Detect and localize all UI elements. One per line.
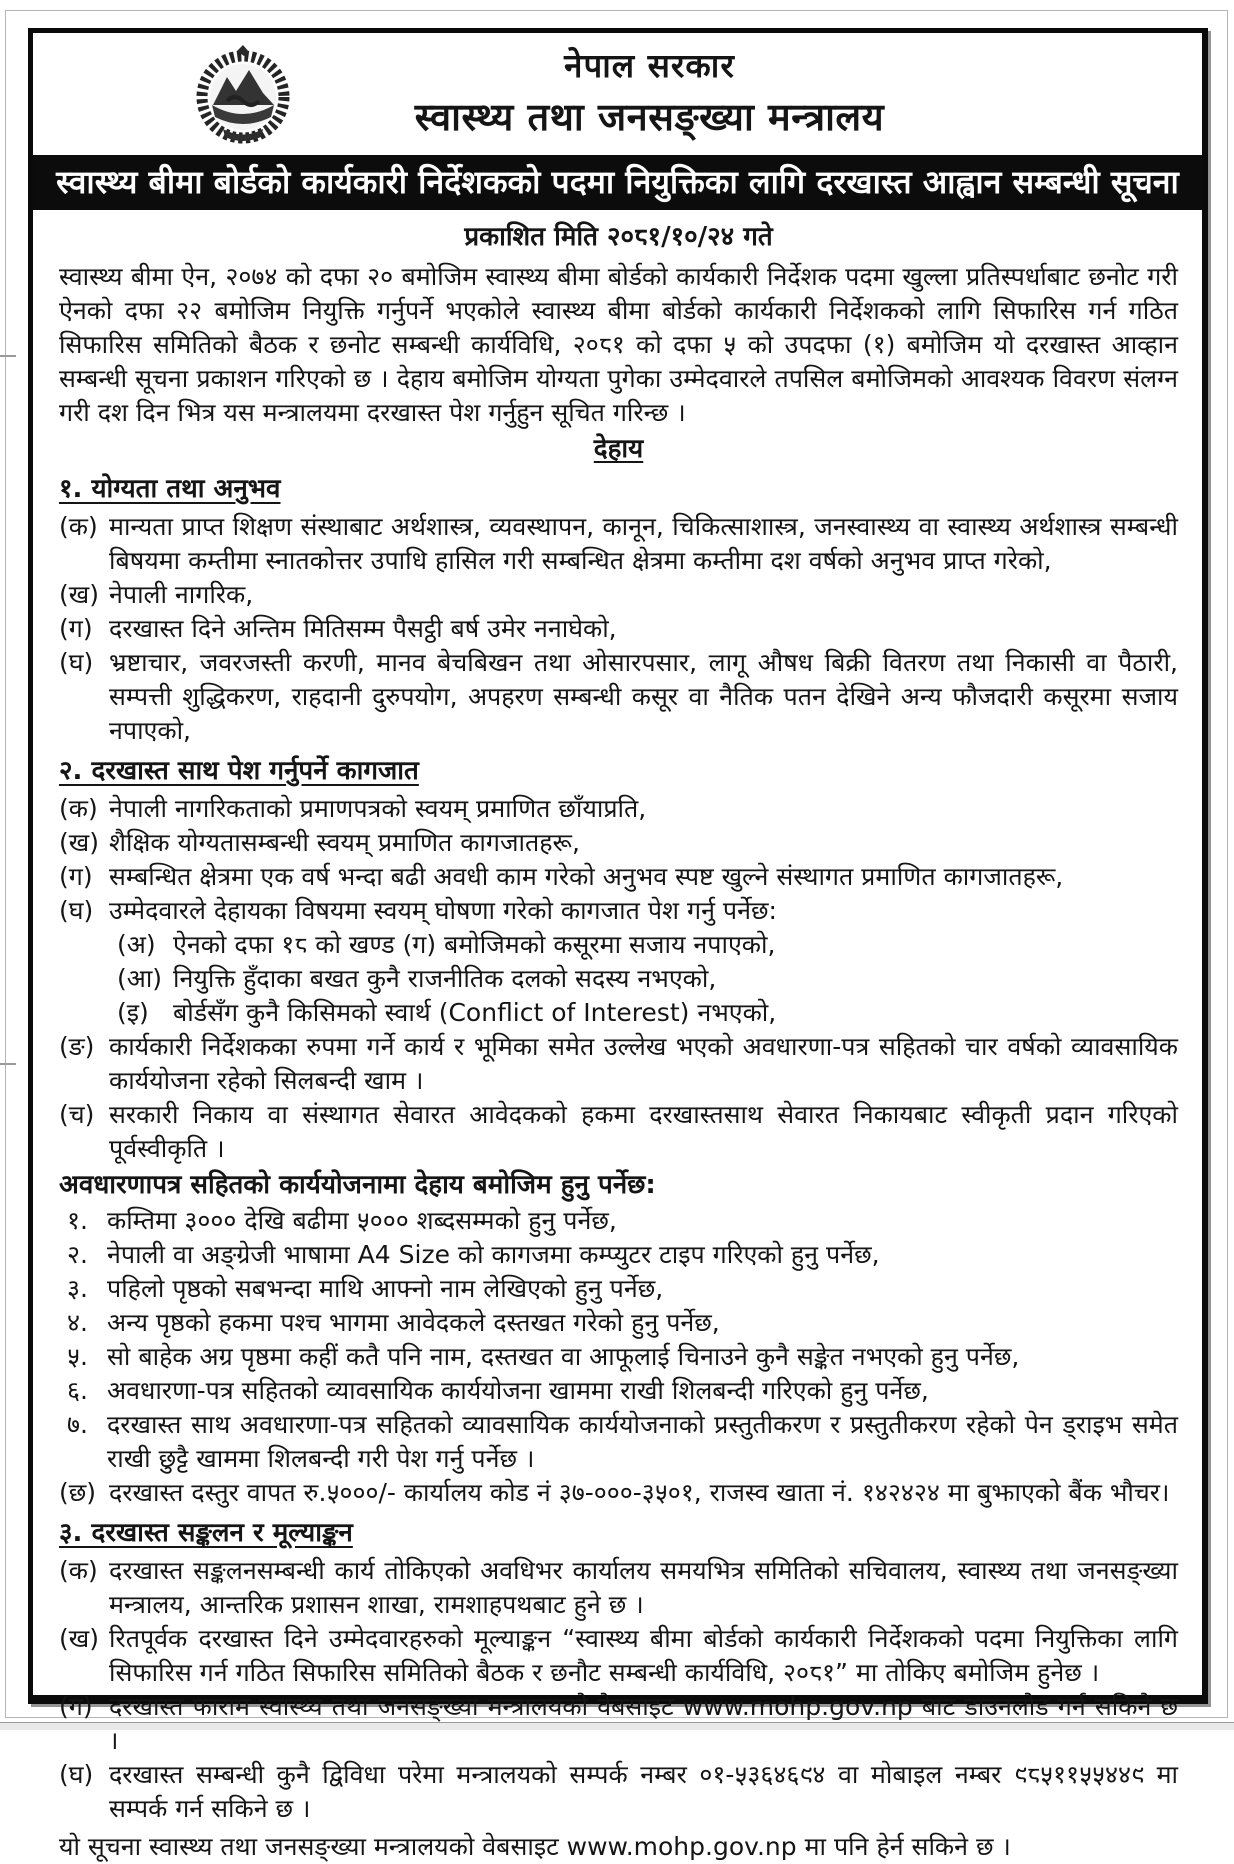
- item-label: (घ): [59, 1760, 94, 1789]
- item-text: नेपाली नागरिक,: [109, 580, 254, 609]
- item-label: (घ): [59, 648, 94, 677]
- item-label: (अ): [117, 930, 156, 959]
- item-label: (ख): [59, 1624, 99, 1653]
- header-titles: [65, 43, 1234, 145]
- item-text: शैक्षिक योग्यतासम्बन्धी स्वयम् प्रमाणित कागजातहरू,: [109, 828, 580, 857]
- item-label: २.: [67, 1240, 88, 1269]
- item-label: (ख): [59, 580, 99, 609]
- item-label: (क): [59, 1556, 98, 1585]
- item-label: १.: [67, 1206, 88, 1235]
- list-item: [59, 510, 1178, 578]
- scan-tick-mark: [0, 1063, 16, 1065]
- item-label: ४.: [67, 1308, 88, 1337]
- item-text: कम्तिमा ३००० देखि बढीमा ५००० शब्दसम्मको हुनु पर्नेछ,: [107, 1206, 617, 1235]
- item-text: नेपाली नागरिकताको प्रमाणपत्रको स्वयम् प्रमाणित छाँयाप्रति,: [109, 794, 647, 823]
- item-label: ६.: [67, 1376, 88, 1405]
- item-text: दरखास्त सङ्कलनसम्बन्धी कार्य तोकिएको अवधिभर कार्यालय समयभित्र समितिको सचिवालय, स्वास्थ्य तथा जनसङ्ख्या मन्त्रालय, आन्तरिक प्रशासन शाखा, रामशाहपथबाट हुने छ ।: [109, 1556, 1178, 1619]
- item-text: दरखास्त दिने अन्तिम मितिसम्म पैसट्ठी बर्ष उमेर ननाघेको,: [109, 614, 617, 643]
- list-item: [59, 1554, 1178, 1622]
- document-header: [33, 33, 1202, 155]
- list-item: [59, 860, 1178, 894]
- list-item: [59, 646, 1178, 748]
- numbered-item: [59, 1306, 1178, 1340]
- list-item: [59, 1622, 1178, 1690]
- item-label: (ग): [59, 614, 93, 643]
- item-text: कार्यकारी निर्देशकका रुपमा गर्ने कार्य र भूमिका समेत उल्लेख भएको अवधारणा-पत्र सहितको चार वर्षको व्यावसायिक कार्ययोजना रहेको सिलबन्दी खाम ।: [109, 1032, 1178, 1095]
- scan-tick-mark: [0, 355, 16, 357]
- item-text: मान्यता प्राप्त शिक्षण संस्थाबाट अर्थशास्त्र, व्यवस्थापन, कानून, चिकित्साशास्त्र, जनस्वास्थ्य वा स्वास्थ्य अर्थशास्त्र सम्बन्धी बिषयमा कम्तीमा स्नातकोत्तर उपाधि हासिल गरी सम्बन्धित क्षेत्रमा कम्तीमा दश वर्षको अनुभव प्राप्त गरेको,: [109, 512, 1178, 575]
- list-item: [59, 894, 1178, 928]
- list-item: [59, 1758, 1178, 1826]
- sub-list-item: [59, 996, 1178, 1030]
- item-text: पहिलो पृष्ठको सबभन्दा माथि आफ्नो नाम लेखिएको हुनु पर्नेछ,: [107, 1274, 664, 1303]
- intro-paragraph: स्वास्थ्य बीमा ऐन, २०७४ को दफा २० बमोजिम स्वास्थ्य बीमा बोर्डको कार्यकारी निर्देशक पदमा खुल्ला प्रतिस्पर्धाबाट छनोट गरी ऐनको दफा २२ बमोजिम नियुक्ति गर्नुपर्ने भएकोले स्वास्थ्य बीमा बोर्डको कार्यकारी निर्देशकको लागि सिफारिस गर्न गठित सिफारिस समितिको बैठक र छनोट सम्बन्धी कार्यविधि, २०८१ को दफा ५ को उपदफा (१) बमोजिम यो दरखास्त आव्हान सम्बन्धी सूचना प्रकाशन गरिएको छ । देहाय बमोजिम योग्यता पुगेका उम्मेदवारले तपसिल बमोजिमको आवश्यक विवरण संलग्न गरी दश दिन भित्र यस मन्त्रालयमा दरखास्त पेश गर्नुहुन सूचित गरिन्छ ।: [59, 262, 1178, 427]
- list-item: [59, 1098, 1178, 1166]
- item-text: दरखास्त सम्बन्धी कुनै द्विविधा परेमा मन्त्रालयको सम्पर्क नम्बर ०१-५३६४६९४ वा मोबाइल नम्बर ९८५११५५४४९ मा सम्पर्क गर्न सकिने छ ।: [109, 1760, 1178, 1823]
- numbered-item: [59, 1272, 1178, 1306]
- item-text: दरखास्त साथ अवधारणा-पत्र सहितको व्यावसायिक कार्ययोजनाको प्रस्तुतीकरण र प्रस्तुतीकरण रहेको पेन ड्राइभ समेत राखी छुट्टै खाममा शिलबन्दी गरी पेश गर्नु पर्नेछ ।: [107, 1410, 1178, 1473]
- numbered-item: [59, 1204, 1178, 1238]
- government-name: नेपाल सरकार: [564, 46, 735, 85]
- item-text: अन्य पृष्ठको हकमा पश्च भागमा आवेदकले दस्तखत गरेको हुनु पर्नेछ,: [107, 1308, 720, 1337]
- sub-list-item: [59, 962, 1178, 996]
- numbered-item: [59, 1238, 1178, 1272]
- numbered-item: [59, 1340, 1178, 1374]
- list-item: [59, 578, 1178, 612]
- list-item: [59, 826, 1178, 860]
- notice-document: [28, 28, 1208, 1861]
- item-label: ३.: [67, 1274, 88, 1303]
- ministry-name: स्वास्थ्य तथा जनसङ्ख्या मन्त्रालय: [414, 95, 885, 139]
- section-3-title: ३. दरखास्त सङ्कलन र मूल्याङ्कन: [59, 1518, 353, 1548]
- sub-list-item: [59, 928, 1178, 962]
- notice-title-banner: स्वास्थ्य बीमा बोर्डको कार्यकारी निर्देशकको पदमा नियुक्तिका लागि दरखास्त आह्वान सम्बन्धी सूचना: [33, 155, 1202, 210]
- item-text: दरखास्त फाराम स्वास्थ्य तथा जनसङ्ख्या मन्त्रालयको वेबसाइट www.mohp.gov.np बाट डाउनलोड गर्न सकिने छ ।: [109, 1692, 1178, 1755]
- list-item: [59, 792, 1178, 826]
- list-item: [59, 1030, 1178, 1098]
- notice-body: [33, 210, 1202, 1864]
- item-text: उम्मेदवारले देहायका विषयमा स्वयम् घोषणा गरेको कागजात पेश गर्नु पर्नेछ:: [109, 896, 777, 925]
- numbered-item: [59, 1374, 1178, 1408]
- item-label: (ग): [59, 862, 93, 891]
- list-item: [59, 1690, 1178, 1758]
- item-text: नियुक्ति हुँदाका बखत कुनै राजनीतिक दलको सदस्य नभएको,: [173, 964, 717, 993]
- item-label: (क): [59, 794, 98, 823]
- item-label: (इ): [117, 998, 149, 1027]
- item-label: (छ): [59, 1478, 97, 1507]
- list-item: [59, 1476, 1178, 1510]
- item-label: (घ): [59, 896, 94, 925]
- item-text: सरकारी निकाय वा संस्थागत सेवारत आवेदकको हकमा दरखास्तसाथ सेवारत निकायबाट स्वीकृती प्रदान गरिएको पूर्वस्वीकृति ।: [109, 1100, 1178, 1163]
- item-text: अवधारणा-पत्र सहितको व्यावसायिक कार्ययोजना खाममा राखी शिलबन्दी गरिएको हुनु पर्नेछ,: [107, 1376, 929, 1405]
- footer-note: यो सूचना स्वास्थ्य तथा जनसङ्ख्या मन्त्रालयको वेबसाइट www.mohp.gov.np मा पनि हेर्न सकिने छ ।: [59, 1832, 1011, 1861]
- numbered-item: [59, 1408, 1178, 1476]
- item-text: सो बाहेक अग्र पृष्ठमा कहीं कतै पनि नाम, दस्तखत वा आफूलाई चिनाउने कुनै सङ्केत नभएको हुनु पर्नेछ,: [107, 1342, 1020, 1371]
- item-text: बोर्डसँग कुनै किसिमको स्वार्थ (Conflict of Interest) नभएको,: [173, 998, 777, 1027]
- item-label: (क): [59, 512, 98, 541]
- item-label: (च): [59, 1100, 95, 1129]
- published-date: प्रकाशित मिति २०८१/१०/२४ गते: [464, 222, 773, 252]
- section-1-title: १. योग्यता तथा अनुभव: [59, 474, 281, 504]
- item-label: ५.: [67, 1342, 88, 1371]
- dehaya-heading: देहाय: [593, 434, 644, 464]
- item-label: ७.: [67, 1410, 88, 1439]
- item-text: दरखास्त दस्तुर वापत रु.५०००/- कार्यालय कोड नं ३७-०००-३५०१, राजस्व खाता नं. १४२४२४ मा बुझाएको बैंक भौचर।: [109, 1478, 1170, 1507]
- item-text: नेपाली वा अङ्ग्रेजी भाषामा A4 Size को कागजमा कम्प्युटर टाइप गरिएको हुनु पर्नेछ,: [107, 1240, 880, 1269]
- list-item: [59, 612, 1178, 646]
- item-text: सम्बन्धित क्षेत्रमा एक वर्ष भन्दा बढी अवधी काम गरेको अनुभव स्पष्ट खुल्ने संस्थागत प्रमाणित कागजातहरू,: [109, 862, 1064, 891]
- item-label: (ख): [59, 828, 99, 857]
- item-text: भ्रष्टाचार, जवरजस्ती करणी, मानव बेचबिखन तथा ओसारपसार, लागू औषध बिक्री वितरण तथा निकासी वा पैठारी, सम्पत्ती शुद्धिकरण, राहदानी दुरुपयोग, अपहरण सम्बन्धी कसूर वा नैतिक पतन देखिने अन्य फौजदारी कसूरमा सजाय नपाएको,: [109, 648, 1178, 745]
- item-text: रितपूर्वक दरखास्त दिने उम्मेदवारहरुको मूल्याङ्कन “स्वास्थ्य बीमा बोर्डको कार्यकारी निर्देशकको पदमा नियुक्तिका लागि सिफारिस गर्न गठित सिफारिस समितिको बैठक र छनौट सम्बन्धी कार्यविधि, २०८१” मा तोकिए बमोजिम हुनेछ ।: [109, 1624, 1178, 1687]
- item-label: (ग): [59, 1692, 93, 1721]
- item-label: (आ): [117, 964, 163, 993]
- item-text: ऐनको दफा १८ को खण्ड (ग) बमोजिमको कसूरमा सजाय नपाएको,: [173, 930, 776, 959]
- concept-paper-heading: अवधारणापत्र सहितको कार्ययोजनामा देहाय बमोजिम हुनु पर्नेछ:: [59, 1170, 656, 1200]
- item-label: (ङ): [59, 1032, 95, 1061]
- section-2-title: २. दरखास्त साथ पेश गर्नुपर्ने कागजात: [59, 756, 419, 786]
